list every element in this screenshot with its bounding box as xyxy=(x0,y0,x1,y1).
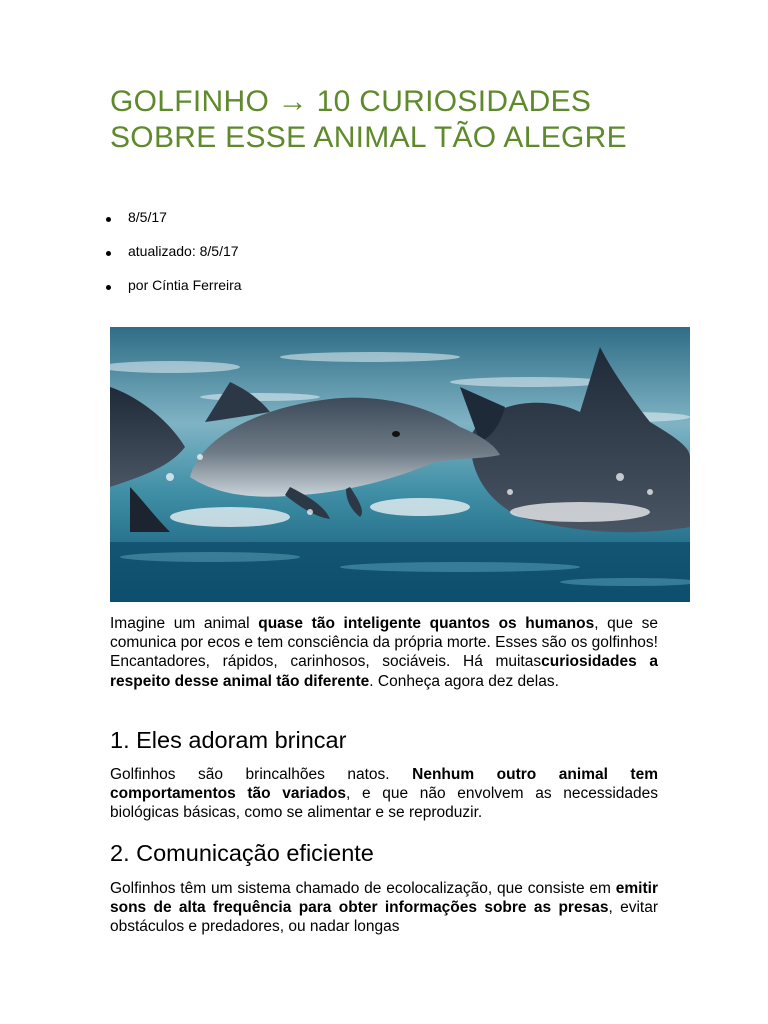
section-1-text-2: , e que não envolvem as necessidades biológicas básicas, como se alimentar e se reproduzir. xyxy=(110,785,659,822)
section-2-bold-1: emitir sons de alta frequência para obter informações sobre as presas xyxy=(110,880,658,917)
meta-date-text: 8/5/17 xyxy=(128,209,167,225)
article-title: GOLFINHO → 10 CURIOSIDADES SOBRE ESSE ANIMAL TÃO ALEGRE xyxy=(110,85,627,154)
section-2-heading: 2. Comunicação eficiente xyxy=(110,840,374,866)
meta-updated xyxy=(110,240,242,274)
section-2-text-2: , evitar obstáculos e predadores, ou nadar longas xyxy=(110,899,658,936)
dolphins-illustration xyxy=(110,327,690,602)
intro-text-3: . Conheça agora dez delas. xyxy=(369,672,559,690)
section-2-paragraph xyxy=(110,879,658,937)
hero-image-dolphins xyxy=(110,327,690,602)
meta-updated-text: atualizado: 8/5/17 xyxy=(128,243,239,259)
bullet-icon xyxy=(106,285,111,290)
section-1-paragraph xyxy=(110,765,658,823)
section-1-bold-1: Nenhum outro animal tem comportamentos tão variados xyxy=(110,766,658,803)
intro-bold-2: curiosidades a respeito desse animal tão diferente xyxy=(110,653,658,690)
section-1-text-1: Golfinhos são brincalhões natos. xyxy=(110,766,413,783)
bullet-icon xyxy=(106,217,111,222)
intro-paragraph xyxy=(110,614,658,691)
article-meta-list xyxy=(110,206,242,308)
bullet-icon xyxy=(106,251,111,256)
intro-text-1: Imagine um animal xyxy=(110,615,259,632)
meta-author xyxy=(110,274,242,308)
meta-author-text: por Cíntia Ferreira xyxy=(128,277,242,293)
section-1-heading: 1. Eles adoram brincar xyxy=(110,727,347,753)
meta-date xyxy=(110,206,242,240)
intro-text-2: , que se comunica por ecos e tem consciência da própria morte. Esses são os golfinhos! Encantadores, rápidos, carinhosos, sociáveis. Há muitas xyxy=(110,615,658,671)
intro-bold-1: quase tão inteligente quantos os humanos xyxy=(258,615,595,632)
section-2-text-1: Golfinhos têm um sistema chamado de ecolocalização, que consiste em xyxy=(110,880,616,897)
